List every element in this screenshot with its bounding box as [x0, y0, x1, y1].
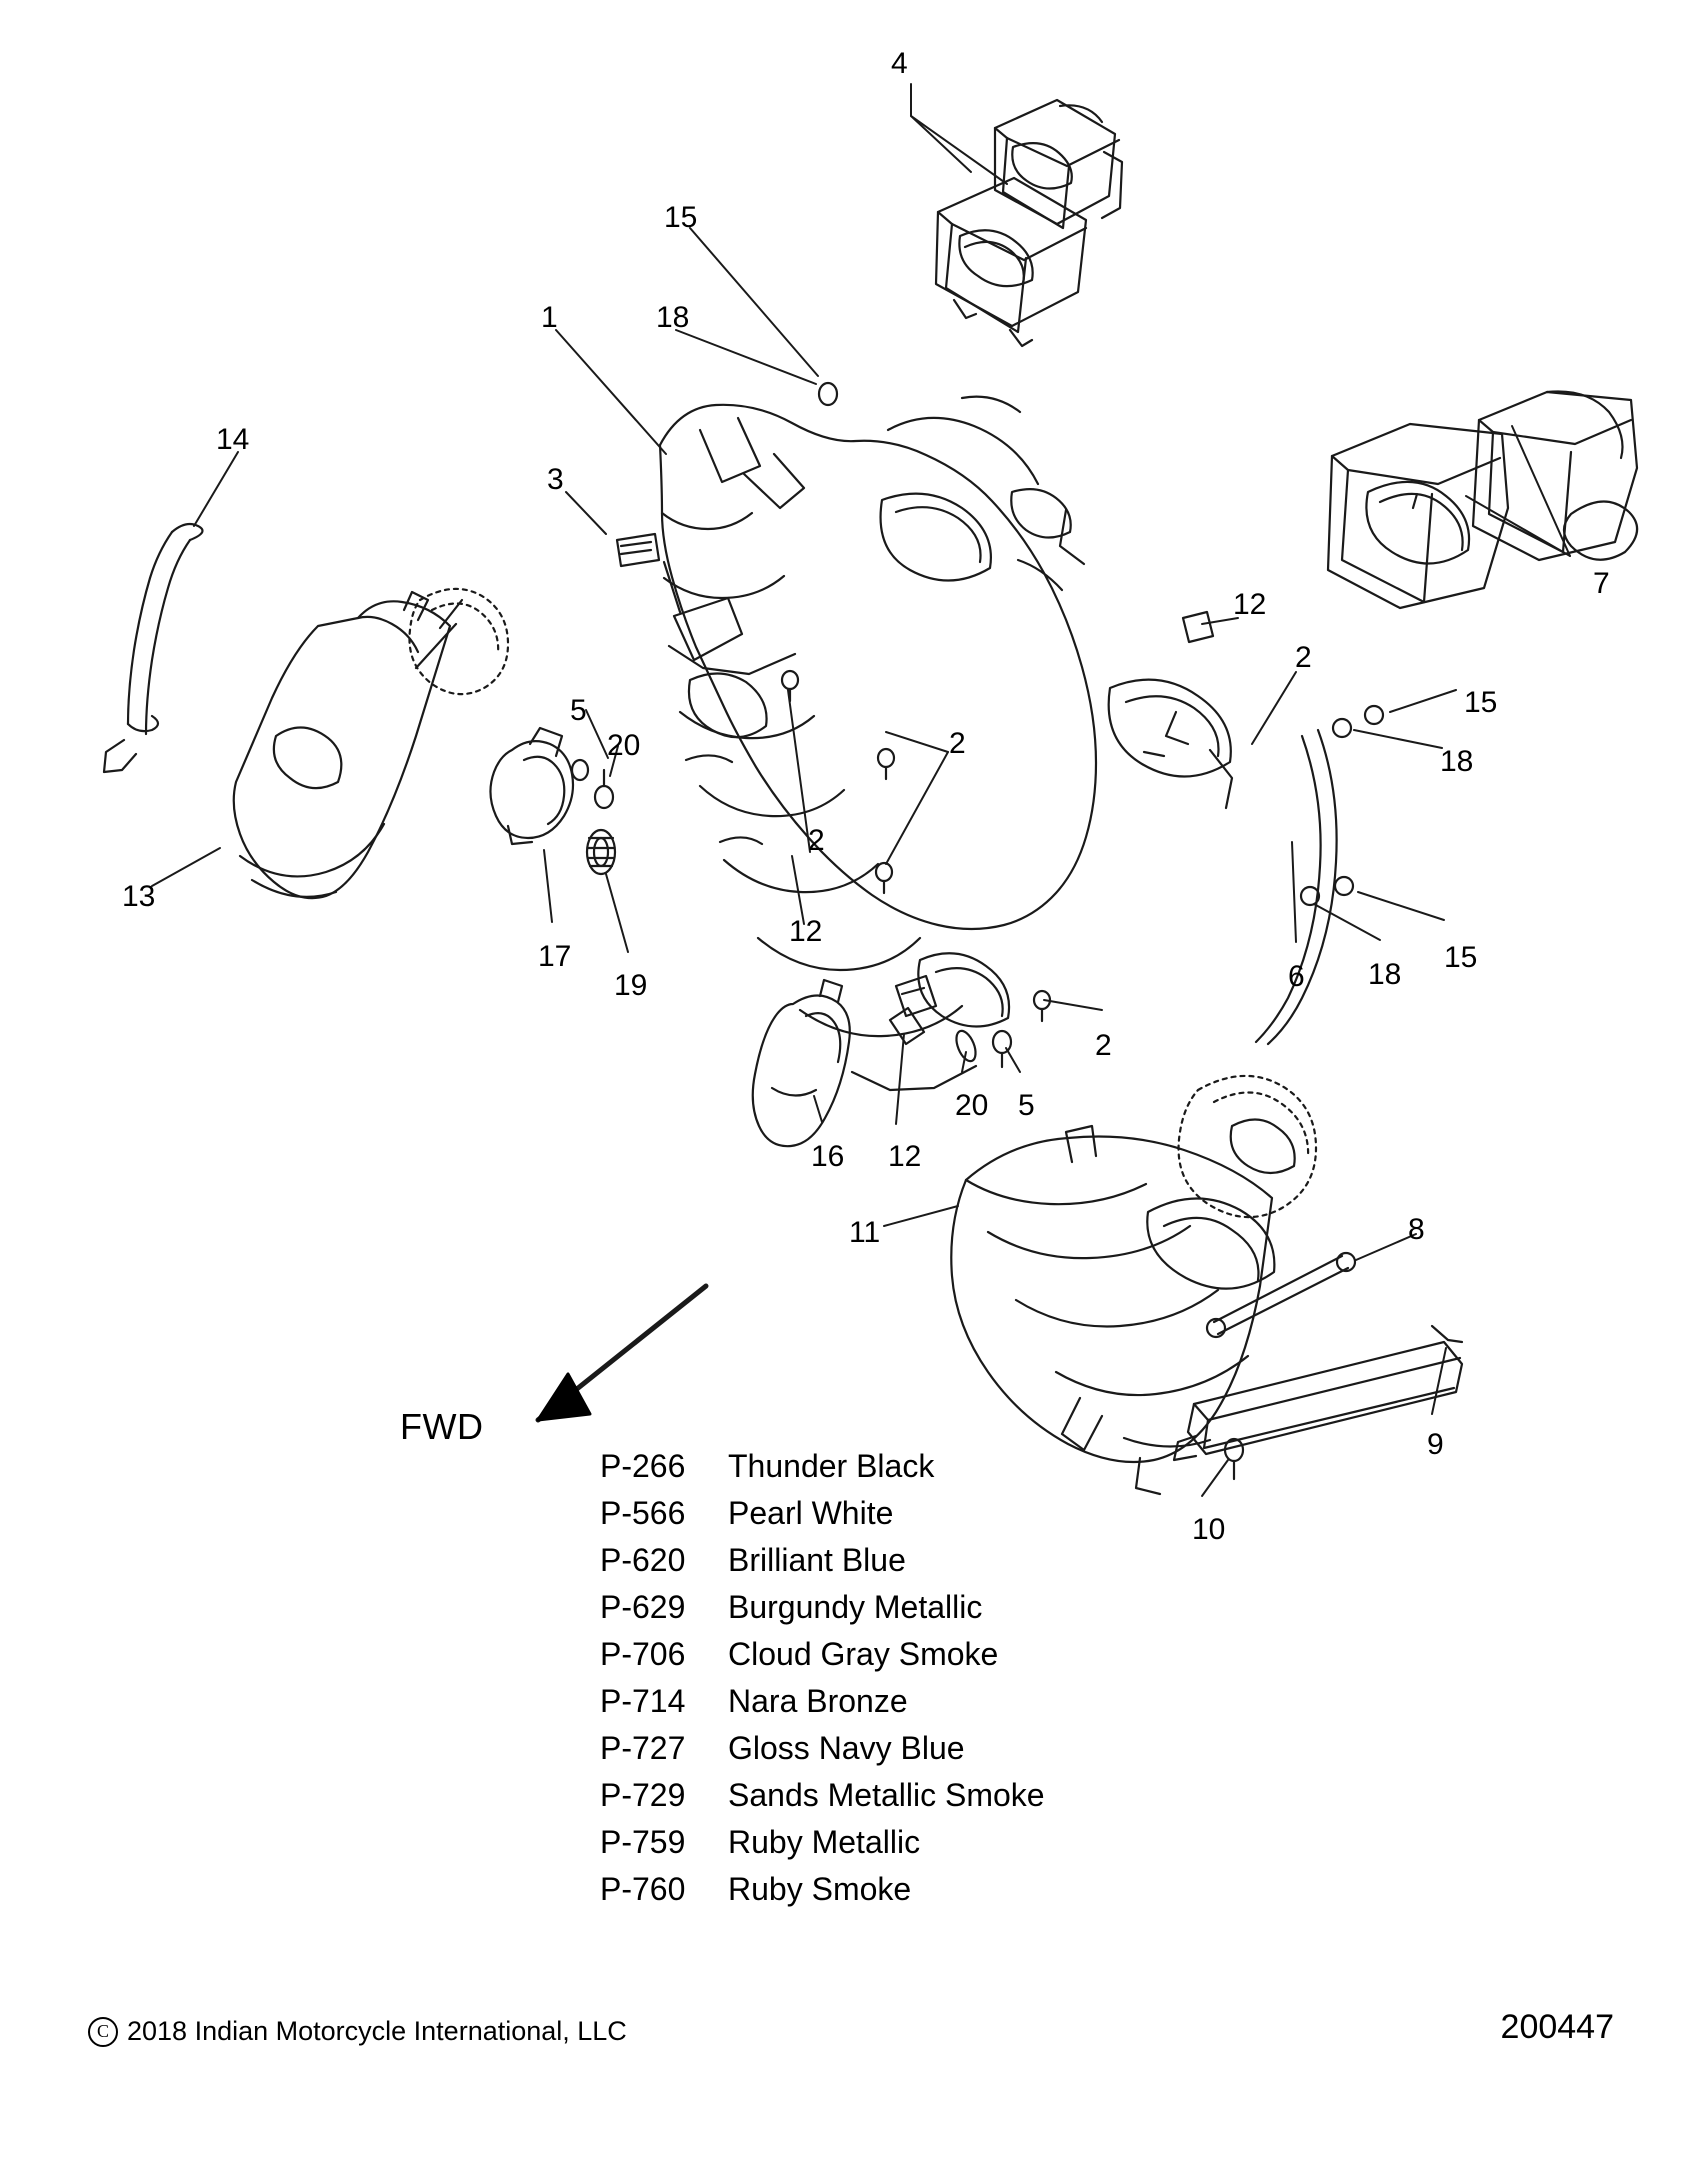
color-code: P-629 [600, 1589, 686, 1625]
callout-12-c: 12 [888, 1140, 922, 1173]
callout-12-a: 12 [1233, 588, 1267, 621]
part-11-speaker-hatch [1179, 1076, 1316, 1217]
part-4-vent-grilles [936, 100, 1122, 346]
color-name: Brilliant Blue [728, 1542, 906, 1578]
callout-2-d: 2 [1095, 1029, 1112, 1062]
color-row [600, 1584, 1045, 1631]
fastener-20-right [953, 1028, 980, 1064]
part-7-speaker-grilles [1328, 391, 1637, 608]
fastener-2-b [878, 749, 894, 779]
color-row [600, 1772, 1045, 1819]
drawing-number: 200447 [1500, 2008, 1614, 2046]
color-name: Gloss Navy Blue [728, 1730, 965, 1766]
callout-17: 17 [538, 940, 572, 973]
color-name: Cloud Gray Smoke [728, 1636, 999, 1672]
color-code: P-566 [600, 1495, 686, 1531]
fastener-2-d [1034, 991, 1050, 1021]
copyright-text: 2018 Indian Motorcycle International, LLC [127, 2016, 627, 2046]
part-1-inner-fairing [660, 397, 1232, 1090]
callout-18-c: 18 [1368, 958, 1402, 991]
callout-14: 14 [216, 423, 250, 456]
part-3-clip [617, 534, 659, 566]
part-17-bracket [490, 728, 573, 844]
callout-18-a: 18 [656, 301, 690, 334]
part-16-side-cover [753, 980, 850, 1146]
color-row [600, 1490, 1045, 1537]
color-name: Nara Bronze [728, 1683, 908, 1719]
callout-4: 4 [891, 47, 908, 80]
callout-15-a: 15 [664, 201, 698, 234]
part-9-brace-bar [1174, 1326, 1462, 1460]
color-name: Burgundy Metallic [728, 1589, 983, 1625]
color-code: P-266 [600, 1448, 686, 1484]
color-name: Ruby Smoke [728, 1871, 912, 1907]
color-name: Pearl White [728, 1495, 894, 1531]
color-code: P-727 [600, 1730, 686, 1766]
fwd-direction-label: FWD [400, 1406, 484, 1447]
callout-20-a: 20 [607, 729, 641, 762]
callout-9: 9 [1427, 1428, 1444, 1461]
color-code: P-714 [600, 1683, 686, 1719]
callout-16: 16 [811, 1140, 845, 1173]
color-code-legend [600, 1443, 1045, 1913]
callout-7: 7 [1593, 567, 1610, 600]
copyright-icon: C [88, 2017, 118, 2047]
part-14-grab-rail [104, 524, 203, 772]
callout-2-c: 2 [808, 824, 825, 857]
part-12-tab-a [1183, 612, 1213, 642]
part-5-washer-left [572, 760, 588, 780]
copyright-notice [88, 2016, 627, 2047]
leader-lines [152, 84, 1570, 1496]
callout-3: 3 [547, 463, 564, 496]
callout-11: 11 [849, 1216, 881, 1249]
color-code: P-729 [600, 1777, 686, 1813]
color-code: P-620 [600, 1542, 686, 1578]
callout-6: 6 [1288, 960, 1305, 993]
color-row [600, 1537, 1045, 1584]
part-11-right-panel [951, 1126, 1274, 1494]
callout-1: 1 [541, 301, 558, 334]
callout-2-a: 2 [1295, 641, 1312, 674]
part-13-left-panel [234, 592, 462, 898]
fastener-2-a [782, 671, 798, 701]
fwd-arrow [538, 1286, 706, 1420]
part-6-trim-strip [1256, 730, 1337, 1044]
callout-19: 19 [614, 969, 648, 1002]
part-19-grommet [587, 830, 615, 874]
callout-15-b: 15 [1464, 686, 1498, 719]
fastener-18-right-upper [1333, 719, 1351, 737]
fastener-15-right-upper [1365, 706, 1383, 724]
fastener-15-right-lower [1335, 877, 1353, 895]
fastener-18-top [819, 383, 837, 405]
callout-12-b: 12 [789, 915, 823, 948]
callout-8: 8 [1408, 1213, 1425, 1246]
callout-5-b: 5 [1018, 1089, 1035, 1122]
color-code: P-760 [600, 1871, 686, 1907]
color-row [600, 1443, 1045, 1490]
part-12-tab-b [896, 976, 936, 1016]
fastener-5-right [993, 1031, 1011, 1067]
callout-18-b: 18 [1440, 745, 1474, 778]
color-row [600, 1725, 1045, 1772]
color-row [600, 1678, 1045, 1725]
callout-13: 13 [122, 880, 156, 913]
callout-15-c: 15 [1444, 941, 1478, 974]
callout-10: 10 [1192, 1513, 1226, 1546]
part-8-rod [1207, 1253, 1355, 1337]
color-row [600, 1866, 1045, 1913]
color-name: Sands Metallic Smoke [728, 1777, 1045, 1813]
callout-20-b: 20 [955, 1089, 989, 1122]
color-name: Ruby Metallic [728, 1824, 921, 1860]
fastener-2-c [876, 863, 892, 893]
part-12-tab-c [890, 1008, 924, 1044]
callout-2-b: 2 [949, 727, 966, 760]
color-row [600, 1631, 1045, 1678]
color-code: P-759 [600, 1824, 686, 1860]
callout-5-a: 5 [570, 694, 587, 727]
color-name: Thunder Black [728, 1448, 935, 1484]
color-code: P-706 [600, 1636, 686, 1672]
color-row [600, 1819, 1045, 1866]
